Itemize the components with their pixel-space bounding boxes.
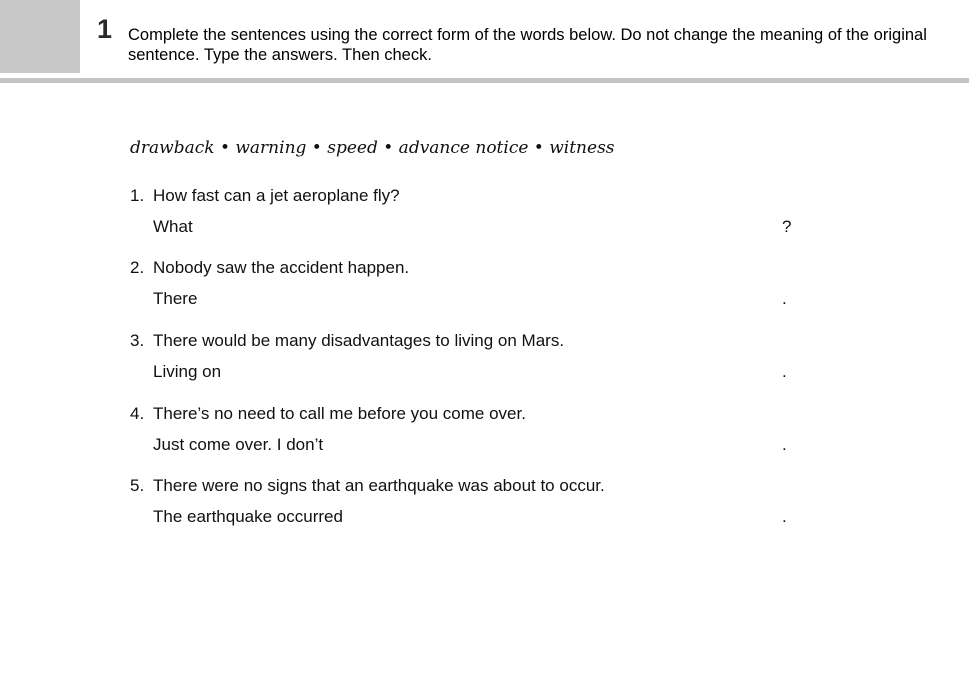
header-grey-block: [0, 0, 80, 73]
exercise-item-5: [130, 476, 810, 529]
item-end-punctuation: .: [782, 289, 787, 308]
exercise-header: [0, 0, 969, 80]
exercise-number: 1: [97, 14, 113, 44]
item-end-punctuation: ?: [782, 217, 792, 236]
answer-input-2[interactable]: [330, 288, 774, 312]
item-question: How fast can a jet aeroplane fly?: [153, 186, 400, 205]
header-divider: [0, 78, 969, 83]
item-number: 5.: [130, 476, 145, 495]
answer-input-1[interactable]: [330, 216, 774, 240]
exercise-item-3: [130, 331, 810, 384]
item-prompt: There: [153, 289, 198, 308]
item-question: Nobody saw the accident happen.: [153, 258, 410, 277]
answer-input-5[interactable]: [330, 506, 774, 530]
exercise-item-1: [130, 186, 810, 239]
item-number: 3.: [130, 331, 145, 350]
item-prompt: The earthquake occurred: [153, 507, 343, 526]
exercise-item-2: [130, 258, 810, 311]
item-prompt: What: [153, 217, 193, 236]
word-bank: drawback • warning • speed • advance notice • witness: [130, 138, 615, 158]
item-end-punctuation: .: [782, 435, 787, 454]
item-end-punctuation: .: [782, 507, 787, 526]
item-number: 4.: [130, 404, 145, 423]
item-prompt: Just come over. I don’t: [153, 435, 324, 454]
exercise-instructions: Complete the sentences using the correct form of the words below. Do not change the meaning of the original sentence. Type the answers. Then check.: [128, 26, 927, 64]
item-number: 1.: [130, 186, 145, 205]
item-prompt: Living on: [153, 362, 222, 381]
item-end-punctuation: .: [782, 362, 787, 381]
item-question: There were no signs that an earthquake was about to occur.: [153, 476, 605, 495]
item-question: There would be many disadvantages to living on Mars.: [153, 331, 565, 350]
answer-input-3[interactable]: [330, 361, 774, 385]
item-question: There’s no need to call me before you come over.: [153, 404, 526, 423]
item-number: 2.: [130, 258, 145, 277]
answer-input-4[interactable]: [330, 434, 774, 458]
exercise-item-4: [130, 404, 810, 457]
